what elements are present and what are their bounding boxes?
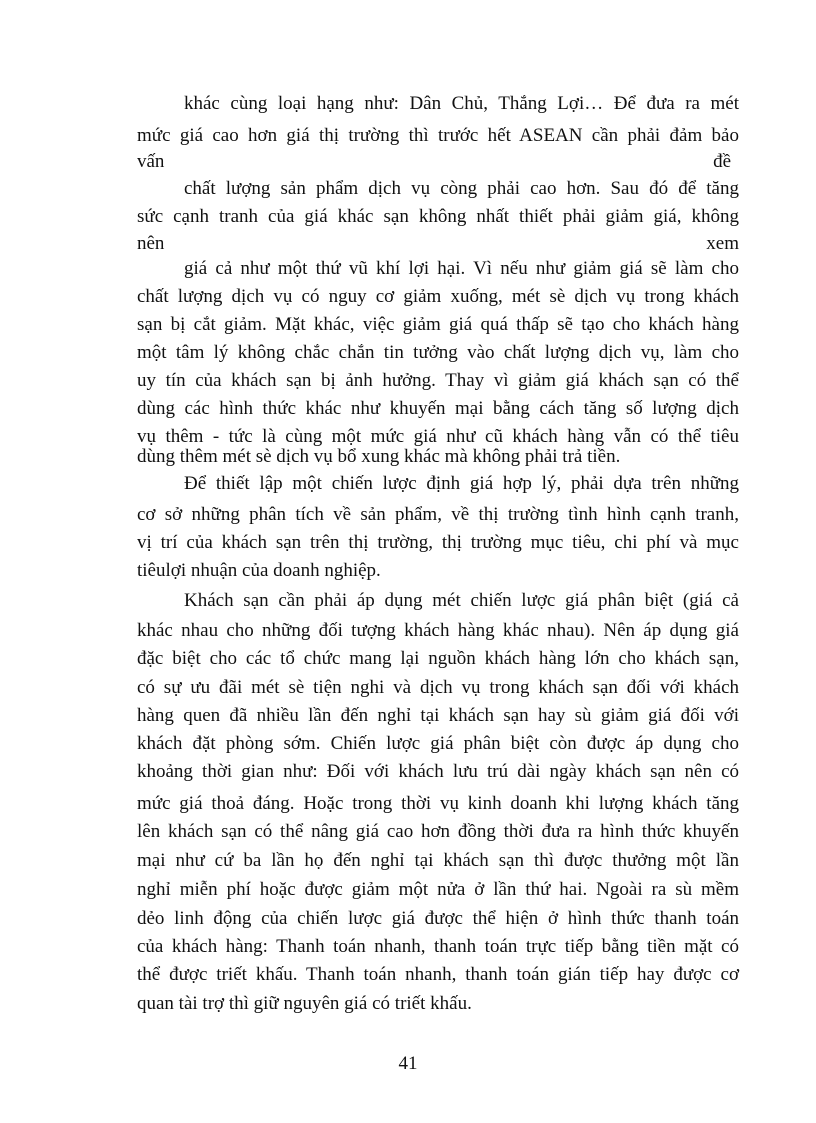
text-line: đặc biệt cho các tổ chức mang lại nguồn khách hàng lớn cho khách sạn, — [137, 648, 739, 669]
text-line: một tâm lý không chắc chắn tin tưởng vào chất lượng dịch vụ, làm cho — [137, 342, 739, 363]
text-line: của khách hàng: Thanh toán nhanh, thanh toán trực tiếp bằng tiền mặt có — [137, 936, 739, 957]
page-number: 41 — [398, 1053, 418, 1074]
text-line: dùng các hình thức khác như khuyến mại bằng cách tăng số lượng dịch — [137, 398, 739, 419]
text-line: giá cả như một thứ vũ khí lợi hại. Vì nếu như giảm giá sẽ làm cho — [184, 258, 739, 279]
text-line: dùng thêm mét sè dịch vụ bổ xung khác mà không phải trả tiền. — [137, 446, 621, 467]
text-fragment: nên — [137, 233, 165, 254]
text-line: khoảng thời gian như: Đối với khách lưu trú dài ngày khách sạn nên có — [137, 761, 739, 782]
text-line: chất lượng sản phẩm dịch vụ còng phải cao hơn. Sau đó để tăng — [184, 178, 739, 199]
text-line: uy tín của khách sạn bị ảnh hưởng. Thay vì giảm giá khách sạn có thể — [137, 370, 739, 391]
text-line: mức giá cao hơn giá thị trường thì trước hết ASEAN cần phải đảm bảo — [137, 125, 739, 146]
text-line: lên khách sạn có thể nâng giá cao hơn đồng thời đưa ra hình thức khuyến — [137, 821, 739, 842]
text-line: sạn bị cắt giảm. Mặt khác, việc giảm giá quá thấp sẽ tạo cho khách hàng — [137, 314, 739, 335]
text-line: khác cùng loại hạng như: Dân Chủ, Thắng Lợi… Để đưa ra mét — [184, 93, 739, 114]
text-line: dẻo linh động của chiến lược giá được thể hiện ở hình thức thanh toán — [137, 908, 739, 929]
text-line: khác nhau cho những đối tượng khách hàng khác nhau). Nên áp dụng giá — [137, 620, 739, 641]
text-line: Khách sạn cần phải áp dụng mét chiến lược giá phân biệt (giá cả — [184, 590, 739, 611]
text-line: vị trí của khách sạn trên thị trường, thị trường mục tiêu, chi phí và mục — [137, 532, 739, 553]
text-line: mại như cứ ba lần họ đến nghỉ tại khách sạn thì được thưởng một lần — [137, 850, 739, 871]
text-fragment: xem — [706, 233, 739, 254]
text-line: chất lượng dịch vụ có nguy cơ giảm xuống, mét sè dịch vụ trong khách — [137, 286, 739, 307]
text-fragment: vấn — [137, 151, 165, 172]
text-line: quan tài trợ thì giữ nguyên giá có triết khấu. — [137, 993, 472, 1014]
text-line: cơ sở những phân tích về sản phẩm, về thị trường tình hình cạnh tranh, — [137, 504, 739, 525]
text-line: khách đặt phòng sớm. Chiến lược giá phân biệt còn được áp dụng cho — [137, 733, 739, 754]
text-line: mức giá thoả đáng. Hoặc trong thời vụ kinh doanh khi lượng khách tăng — [137, 793, 739, 814]
text-line: vụ thêm - tức là cùng một mức giá như cũ khách hàng vẫn có thể tiêu — [137, 426, 739, 447]
text-line: hàng quen đã nhiều lần đến nghỉ tại khách sạn hay sù giảm giá đối với — [137, 705, 739, 726]
text-line: nghỉ miễn phí hoặc được giảm một nửa ở lần thứ hai. Ngoài ra sù mềm — [137, 879, 739, 900]
text-line: sức cạnh tranh của giá khác sạn không nhất thiết phải giảm giá, không — [137, 206, 739, 227]
text-line: tiêulợi nhuận của doanh nghiệp. — [137, 560, 381, 581]
text-line: thể được triết khấu. Thanh toán nhanh, thanh toán gián tiếp hay được cơ — [137, 964, 739, 985]
text-line: Để thiết lập một chiến lược định giá hợp lý, phải dựa trên những — [184, 473, 739, 494]
text-fragment: đề — [713, 151, 731, 172]
text-line: có sự ưu đãi mét sè tiện nghi và dịch vụ trong khách sạn đối với khách — [137, 677, 739, 698]
